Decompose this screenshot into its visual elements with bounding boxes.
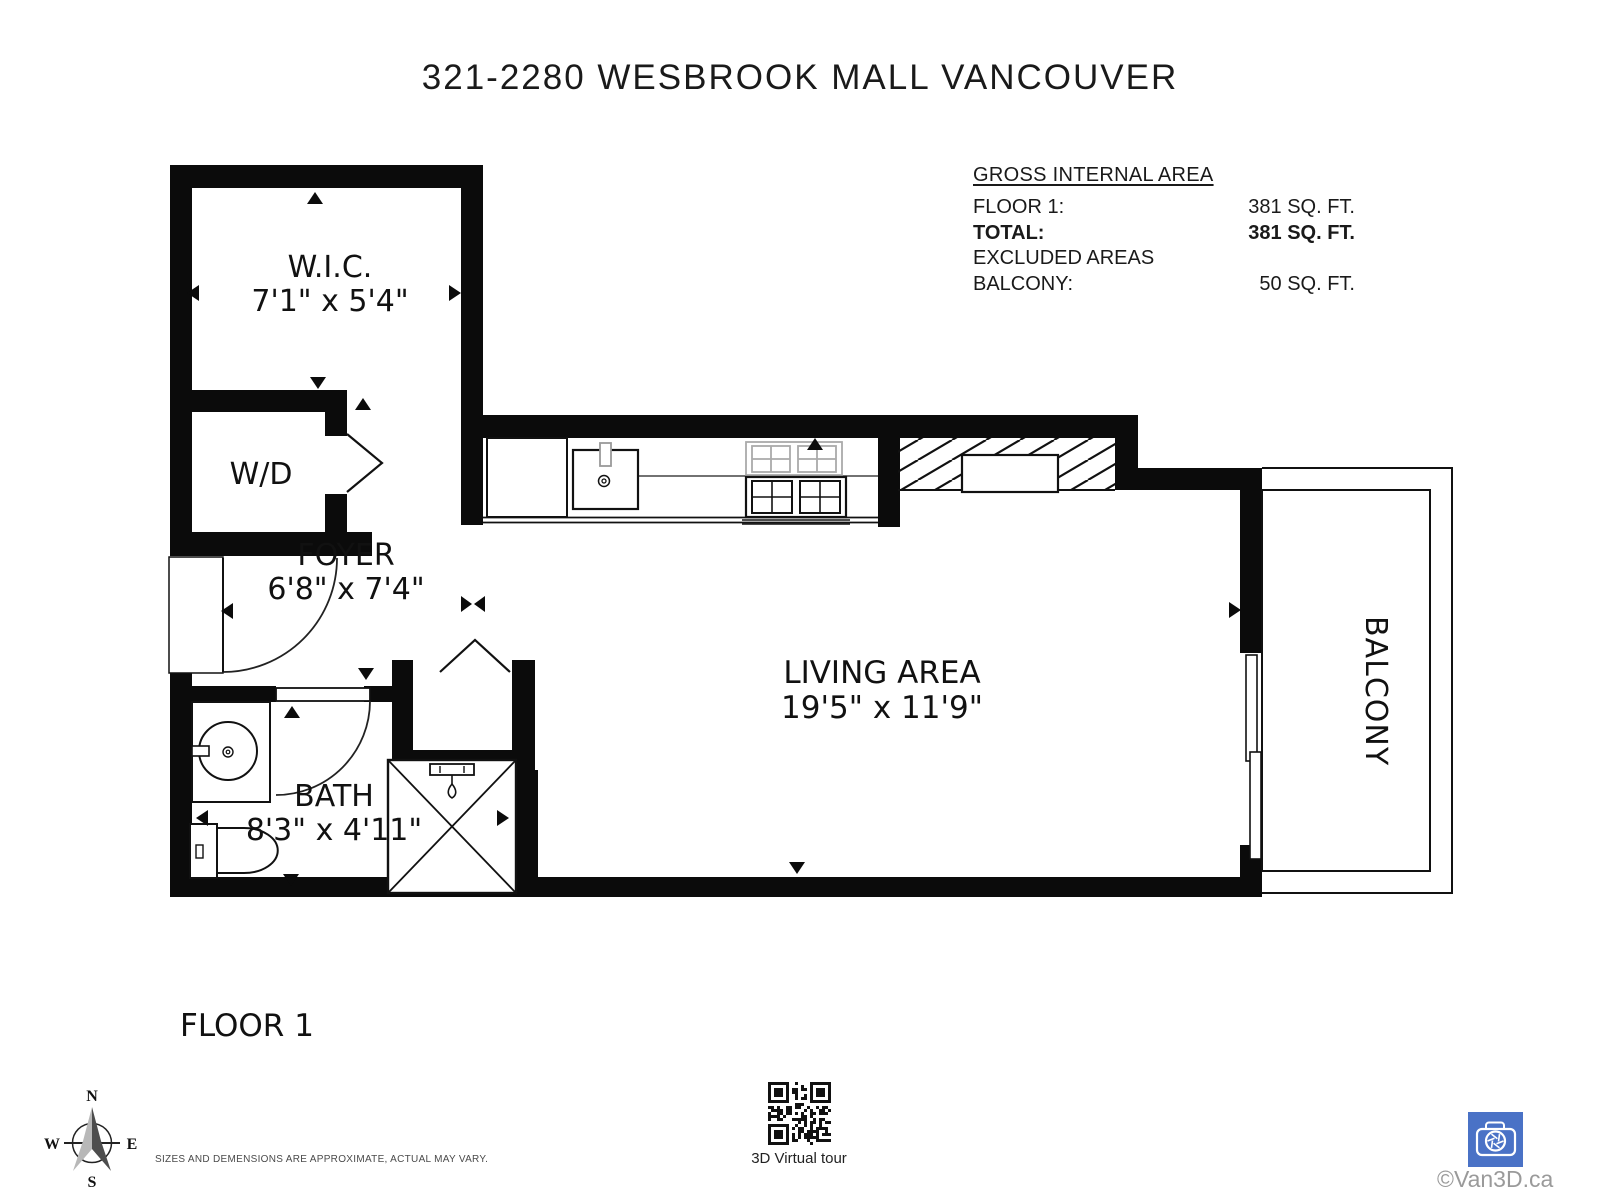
room-label-bath [246, 780, 422, 847]
area-label: FLOOR 1: [973, 196, 1065, 218]
page-title: 321-2280 WESBROOK MALL VANCOUVER [421, 58, 1179, 97]
room-name: LIVING AREA [783, 655, 981, 691]
area-label: TOTAL: [973, 221, 1045, 244]
closet-door [440, 640, 510, 672]
room-dims: 7'1" x 5'4" [251, 283, 409, 319]
stove-upper-ghost [746, 442, 842, 475]
area-label: BALCONY: [973, 272, 1074, 295]
room-label-wic [251, 251, 408, 318]
stove [742, 477, 850, 524]
fridge [487, 438, 567, 517]
compass-rose [44, 1088, 137, 1191]
area-value: 50 SQ. FT. [1259, 272, 1355, 295]
compass-w: W [44, 1136, 60, 1153]
balcony-outline [1246, 468, 1452, 893]
compass-e: E [126, 1136, 138, 1153]
disclaimer-text: SIZES AND DEMENSIONS ARE APPROXIMATE, ACTUAL MAY VARY. [155, 1154, 489, 1165]
area-summary-heading: GROSS INTERNAL AREA [973, 164, 1214, 186]
van3d-logo [1468, 1112, 1523, 1167]
room-dims: 19'5" x 11'9" [781, 689, 983, 726]
needle-light [73, 1107, 92, 1171]
faucet [600, 443, 611, 466]
room-label-balcony: BALCONY [1358, 616, 1393, 767]
wd-door [347, 434, 382, 492]
area-row-balcony [973, 273, 1355, 299]
area-row-excluded [973, 247, 1355, 273]
area-summary [973, 164, 1355, 298]
room-dims: 8'3" x 4'11" [245, 812, 423, 848]
needle-dark [92, 1107, 111, 1171]
room-name: FOYER [297, 538, 395, 573]
room-name: W/D [229, 457, 293, 492]
room-dims: 6'8" x 7'4" [267, 571, 425, 607]
room-label-wd [230, 458, 293, 492]
room-label-living [781, 656, 983, 725]
area-value: 381 SQ. FT. [1248, 221, 1355, 244]
compass-n: N [86, 1088, 98, 1105]
area-value: 381 SQ. FT. [1248, 196, 1355, 218]
hatched-area [898, 438, 1115, 492]
qr-code [768, 1082, 831, 1145]
room-name: BATH [294, 779, 374, 814]
area-row-total [973, 222, 1355, 248]
watermark: ©Van3D.ca [1437, 1166, 1554, 1192]
room-label-foyer [267, 539, 424, 606]
floor-label: FLOOR 1 [180, 1008, 314, 1044]
kitchen-fixtures [483, 438, 878, 524]
sliding-door [1246, 655, 1261, 859]
room-name: W.I.C. [287, 250, 373, 285]
qr-caption: 3D Virtual tour [751, 1150, 847, 1167]
compass-s: S [87, 1174, 97, 1191]
area-label: EXCLUDED AREAS [973, 247, 1155, 269]
area-row-floor1 [973, 196, 1355, 222]
